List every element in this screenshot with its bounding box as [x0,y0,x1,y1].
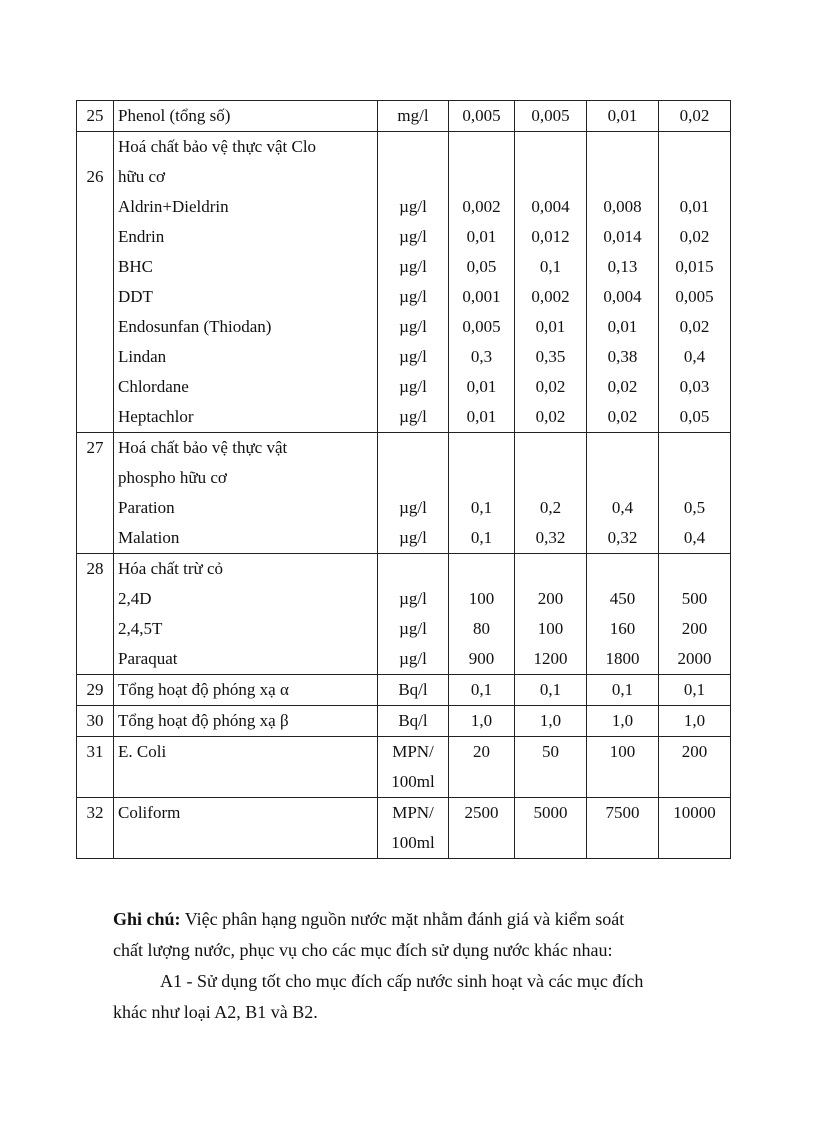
value-b2: 0,01 0,02 0,015 0,005 0,02 0,4 0,03 0,05 [659,132,731,433]
note-section [113,904,713,1028]
value-a1: 0,002 0,01 0,05 0,001 0,005 0,3 0,01 0,01 [449,132,515,433]
table-row [77,706,731,737]
note-text: Việc phân hạng nguồn nước mặt nhằm đánh giá và kiểm soát [180,909,625,929]
note-line: chất lượng nước, phục vụ cho các mục đích sử dụng nước khác nhau: [113,940,613,960]
value-a1: 0,1 0,1 [449,433,515,554]
value-b1: 0,1 [587,675,659,706]
parameter-name: Hóa chất trừ cỏ 2,4D 2,4,5T Paraquat [114,554,378,675]
value-a1: 100 80 900 [449,554,515,675]
note-line: A1 - Sử dụng tốt cho mục đích cấp nước sinh hoạt và các mục đích [160,971,644,991]
parameter-name: Hoá chất bảo vệ thực vật Clo hữu cơ Aldrin+Dieldrin Endrin BHC DDT Endosunfan (Thiodan) Lindan Chlordane Heptachlor [114,132,378,433]
parameter-name: Coliform [114,798,378,859]
value-a1: 0,1 [449,675,515,706]
row-number: 32 [77,798,114,859]
table-row [77,737,731,798]
value-b1: 450 160 1800 [587,554,659,675]
value-a2: 5000 [515,798,587,859]
value-b2: 0,02 [659,101,731,132]
value-b1: 0,01 [587,101,659,132]
value-a1: 0,005 [449,101,515,132]
unit-cell: Bq/l [378,706,449,737]
parameter-name: Phenol (tổng số) [114,101,378,132]
value-b1: 0,008 0,014 0,13 0,004 0,01 0,38 0,02 0,02 [587,132,659,433]
table-row [77,433,731,554]
unit-cell: µg/l µg/l µg/l µg/l µg/l µg/l µg/l µg/l [378,132,449,433]
value-b1: 7500 [587,798,659,859]
value-a2: 0,004 0,012 0,1 0,002 0,01 0,35 0,02 0,02 [515,132,587,433]
note-line: khác như loại A2, B1 và B2. [113,1002,318,1022]
unit-cell: MPN/ 100ml [378,798,449,859]
value-b1: 1,0 [587,706,659,737]
value-b1: 0,4 0,32 [587,433,659,554]
value-b2: 10000 [659,798,731,859]
parameter-name: Tổng hoạt độ phóng xạ α [114,675,378,706]
table-row [77,798,731,859]
parameter-name: Tổng hoạt độ phóng xạ β [114,706,378,737]
value-b2: 0,5 0,4 [659,433,731,554]
parameter-name: Hoá chất bảo vệ thực vật phospho hữu cơ Paration Malation [114,433,378,554]
note-line [113,904,713,935]
value-b2: 500 200 2000 [659,554,731,675]
row-number: 27 [77,433,114,554]
row-number: 25 [77,101,114,132]
table-row [77,554,731,675]
water-quality-table [76,100,731,859]
table-row [77,675,731,706]
value-a2: 0,005 [515,101,587,132]
value-b2: 200 [659,737,731,798]
value-a1: 20 [449,737,515,798]
table-row [77,132,731,433]
value-b2: 0,1 [659,675,731,706]
value-a2: 50 [515,737,587,798]
table-row [77,101,731,132]
value-b1: 100 [587,737,659,798]
value-a2: 0,2 0,32 [515,433,587,554]
value-a2: 200 100 1200 [515,554,587,675]
unit-cell: MPN/ 100ml [378,737,449,798]
row-number: 31 [77,737,114,798]
value-a2: 0,1 [515,675,587,706]
row-number: 30 [77,706,114,737]
row-number: 29 [77,675,114,706]
value-a1: 1,0 [449,706,515,737]
row-number: 26 [77,132,114,433]
row-number: 28 [77,554,114,675]
note-label: Ghi chú: [113,909,181,929]
unit-cell: µg/l µg/l µg/l [378,554,449,675]
value-b2: 1,0 [659,706,731,737]
unit-cell: Bq/l [378,675,449,706]
unit-cell: µg/l µg/l [378,433,449,554]
value-a1: 2500 [449,798,515,859]
parameter-name: E. Coli [114,737,378,798]
unit-cell: mg/l [378,101,449,132]
value-a2: 1,0 [515,706,587,737]
